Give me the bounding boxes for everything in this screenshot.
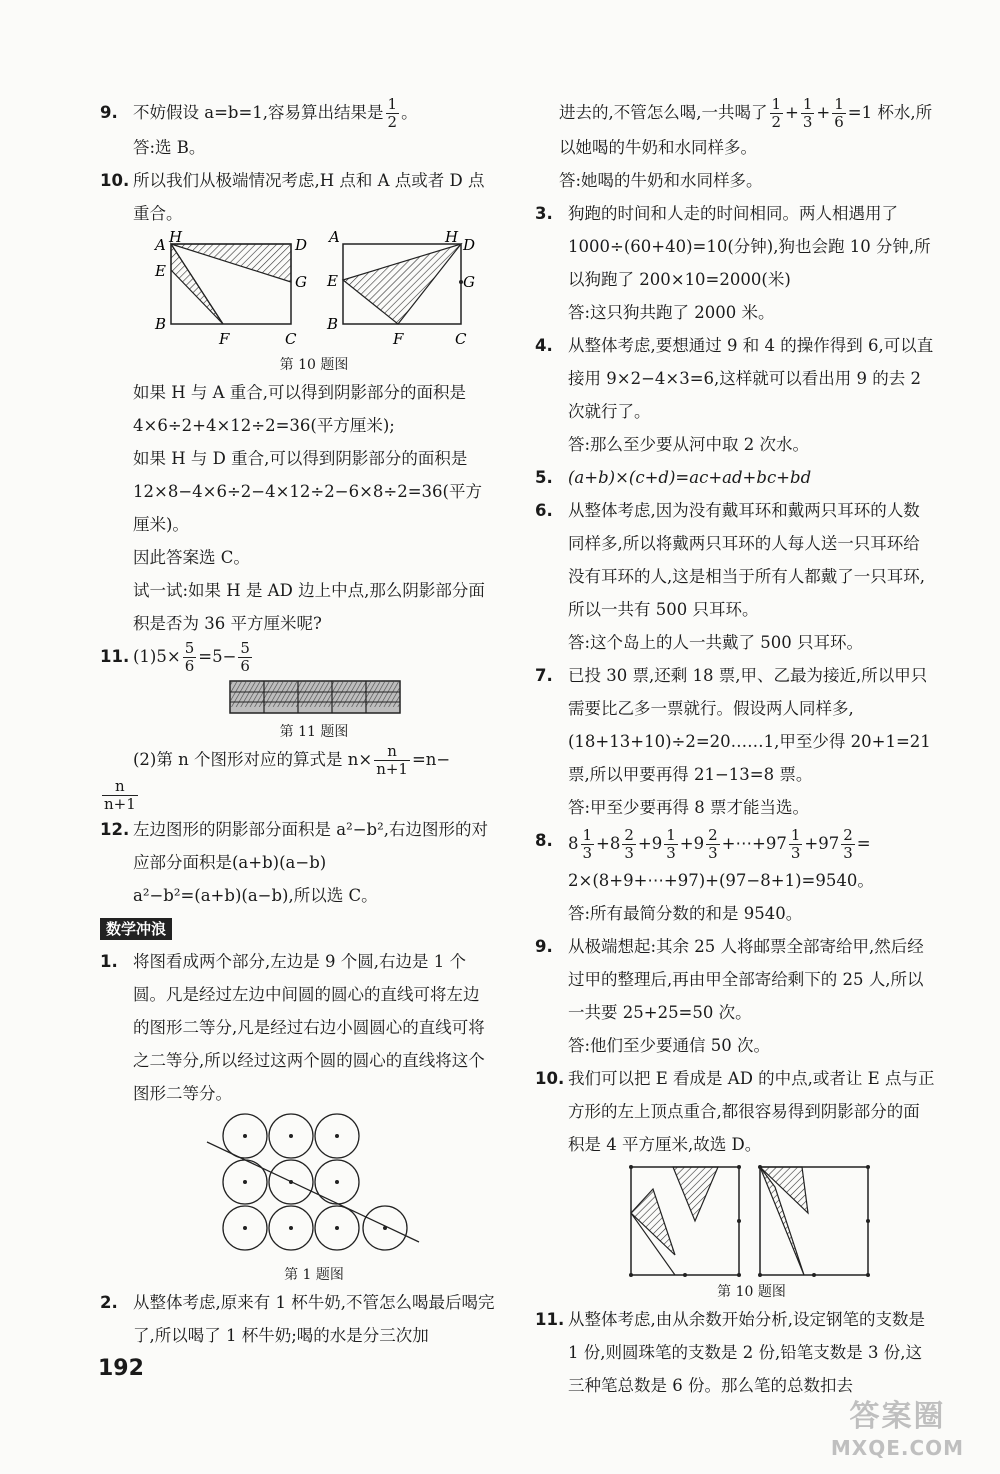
- answer-text: 答:她喝的牛奶和水同样多。: [559, 171, 763, 190]
- surf-answer-3: [535, 197, 935, 329]
- fraction: $\frac{5}{6}$: [184, 639, 195, 675]
- surf-answer-10: [535, 1062, 935, 1303]
- page-number: 192: [98, 1356, 144, 1381]
- label-G: G: [463, 273, 475, 291]
- answer-text: 答:那么至少要从河中取 2 次水。: [568, 435, 810, 454]
- item-text: 如果 H 与 A 重合,可以得到阴影部分的面积是 4×6÷2+4×12÷2=36(平方厘米);: [133, 383, 467, 435]
- label-E: E: [327, 272, 338, 290]
- mixed-number-sum: [568, 824, 935, 864]
- whole-part: 9: [651, 834, 663, 853]
- label-D: D: [463, 236, 476, 254]
- right-column: [535, 96, 935, 1402]
- item-text: a²−b²=(a+b)(a−b),所以选 C。: [133, 886, 378, 905]
- item-text: 从整体考虑,原来有 1 杯牛奶,不管怎么喝最后喝完了,所以喝了 1 杯牛奶;喝的水是分三次加: [133, 1293, 495, 1345]
- section-badge: 数学冲浪: [100, 918, 172, 940]
- figure-caption: 第 10 题图: [279, 357, 349, 373]
- item-text: 从整体考虑,因为没有戴耳环和戴两只耳环的人数同样多,所以将戴两只耳环的人每人送一只耳环给没有耳环的人,这是相当于所有人都戴了一只耳环,所以一共有 500 只耳环。: [568, 501, 925, 619]
- figure-1-circles: [133, 1112, 495, 1262]
- operator: +: [804, 834, 819, 853]
- item-text: 2×(8+9+⋯+97)+(97−8+1)=9540。: [568, 871, 874, 890]
- item-number: 3.: [535, 204, 553, 223]
- label-F: F: [219, 330, 230, 348]
- surf-answer-8: [535, 824, 935, 930]
- answer-10: [100, 164, 495, 640]
- item-number: 1.: [100, 952, 118, 971]
- surf-answer-6: [535, 494, 935, 659]
- item-text: 我们可以把 E 看成是 AD 的中点,或者让 E 点与正方形的左上顶点重合,都很容易得到阴影部分的面积是 4 平方厘米,故选 D。: [568, 1069, 935, 1154]
- fraction: $\frac{1}{6}$: [834, 95, 844, 131]
- answer-11: 11. (1)5× $\frac{5}{6}$ =5− $\frac{5}{6}$ 第 11 题图 (2)第 n 个图形对应的算式是 n× $\frac{n}{n+1}$ =n− $\frac{n}{n+1}$: [100, 640, 495, 813]
- operator: +: [637, 834, 652, 853]
- answer-text: 答:他们至少要通信 50 次。: [568, 1036, 771, 1055]
- whole-part: 9: [693, 834, 705, 853]
- answer-text: 答:选 B。: [133, 138, 206, 157]
- figure-caption: 第 11 题图: [279, 724, 349, 740]
- item-number: 10.: [535, 1069, 565, 1088]
- answer-text: 答:这个岛上的人一共戴了 500 只耳环。: [568, 633, 864, 652]
- item-text: 将图看成两个部分,左边是 9 个圆,右边是 1 个圆。凡是经过左边中间圆的圆心的直线可将左边的图形二等分,凡是经过右边小圆圆心的直线可将之二等分,所以经过这两个圆的圆心的直线将这个图形二等分。: [133, 952, 485, 1103]
- fraction: $\frac{2}{3}$: [708, 826, 718, 862]
- item-text: 狗跑的时间和人走的时间相同。两人相遇用了 1000÷(60+40)=10(分钟),狗也会跑 10 分钟,所以狗跑了 200×10=2000(米): [568, 204, 931, 289]
- surf-answer-11: [535, 1303, 935, 1402]
- figure-caption: 第 1 题图: [284, 1267, 344, 1283]
- answer-9: 9. 不妨假设 a=b=1,容易算出结果是 $\frac{1}{2}$ 。 答:选 B。: [100, 96, 495, 164]
- surf-answer-9: [535, 930, 935, 1062]
- item-number: 11.: [535, 1310, 565, 1329]
- item-number: 8.: [535, 831, 553, 850]
- item-text: 从整体考虑,要想通过 9 和 4 的操作得到 6,可以直接用 9×2−4×3=6,这样就可以看出用 9 的去 2 次就行了。: [568, 336, 934, 421]
- item-text: 左边图形的阴影部分面积是 a²−b²,右边图形的对应部分面积是(a+b)(a−b): [133, 820, 488, 872]
- surf-answer-2: [100, 1286, 495, 1352]
- item-number: 2.: [100, 1293, 118, 1312]
- item-number: 9.: [100, 103, 118, 122]
- operator: +⋯+: [721, 834, 766, 853]
- label-A: A: [329, 228, 340, 246]
- fraction: $\frac{1}{3}$: [802, 95, 813, 131]
- figure-caption: 第 10 题图: [717, 1284, 786, 1300]
- item-number: 5.: [535, 468, 553, 487]
- item-number: 11.: [100, 647, 130, 666]
- fraction: $\frac{1}{3}$: [666, 826, 676, 862]
- figure-11-grid: [133, 677, 495, 719]
- watermark-url: MXQE.COM: [830, 1436, 965, 1460]
- item-text: (a+b)×(c+d)=ac+ad+bc+bd: [568, 468, 812, 487]
- item-number: 10.: [100, 171, 130, 190]
- operator: +: [679, 834, 694, 853]
- figure-10-squares: [568, 1163, 935, 1279]
- item-text: 如果 H 与 D 重合,可以得到阴影部分的面积是 12×8−4×6÷2−4×12÷2−6×8÷2=36(平方厘米)。: [133, 449, 482, 534]
- label-H: H: [445, 228, 459, 246]
- item-number: 6.: [535, 501, 553, 520]
- left-column: [100, 96, 495, 1352]
- surf-answer-5: [535, 461, 935, 494]
- label-G: G: [295, 273, 307, 291]
- item-number: 4.: [535, 336, 553, 355]
- label-C: C: [455, 330, 467, 348]
- answer-12: [100, 813, 495, 912]
- label-B: B: [327, 315, 339, 333]
- label-F: F: [393, 330, 404, 348]
- fraction: $\frac{5}{6}$: [240, 639, 250, 675]
- surf-answer-2-continued: 进去的,不管怎么喝,一共喝了 $\frac{1}{2}$ + $\frac{1}{3}$ + $\frac{1}{6}$ =1 杯水,所以她喝的牛奶和水同样多。 答:她喝的牛奶和水同样多。: [535, 96, 935, 197]
- label-A: A: [155, 236, 166, 254]
- surf-answer-7: [535, 659, 935, 824]
- fraction: $\frac{1}{2}$: [771, 95, 782, 131]
- fraction: $\frac{2}{3}$: [624, 826, 634, 862]
- item-text: 所以我们从极端情况考虑,H 点和 A 点或者 D 点重合。: [133, 171, 485, 223]
- answer-text: 答:甲至少要再得 8 票才能当选。: [568, 798, 810, 817]
- item-text: 已投 30 票,还剩 18 票,甲、乙最为接近,所以甲只需要比乙多一票就行。假设两人同样多,(18+13+10)÷2=20……1,甲至少得 20+1=21 票,所以甲要再得 21−13=8 票。: [568, 666, 931, 784]
- watermark-text: 答案圈: [849, 1399, 946, 1434]
- whole-part: 8: [609, 834, 621, 853]
- answer-text: 答:这只狗共跑了 2000 米。: [568, 303, 775, 322]
- fraction: $\frac{1}{3}$: [790, 826, 801, 862]
- fraction: $\frac{n}{n+1}$: [376, 742, 408, 778]
- item-text: 从整体考虑,由从余数开始分析,设定钢笔的支数是 1 份,则圆珠笔的支数是 2 份,铅笔支数是 3 份,这三种笔总数是 6 份。那么笔的总数扣去: [568, 1310, 925, 1395]
- operator: =: [856, 834, 871, 853]
- item-text: 因此答案选 C。: [133, 548, 250, 567]
- item-number: 7.: [535, 666, 553, 685]
- whole-part: 97: [765, 834, 787, 853]
- fraction: $\frac{n}{n+1}$: [104, 777, 136, 813]
- surf-answer-4: [535, 329, 935, 461]
- label-D: D: [295, 236, 308, 254]
- watermark-logo: [810, 1398, 985, 1468]
- item-text: 从极端想起:其余 25 人将邮票全部寄给甲,然后经过甲的整理后,再由甲全部寄给剩下的 25 人,所以一共要 25+25=50 次。: [568, 937, 924, 1022]
- fraction: $\frac{2}{3}$: [843, 826, 853, 862]
- label-E: E: [155, 262, 166, 280]
- answer-text: 答:所有最简分数的和是 9540。: [568, 904, 803, 923]
- whole-part: 8: [568, 834, 579, 853]
- whole-part: 97: [818, 834, 840, 853]
- surf-answer-1: [100, 945, 495, 1286]
- item-number: 12.: [100, 820, 130, 839]
- item-number: 9.: [535, 937, 553, 956]
- label-B: B: [155, 315, 167, 333]
- label-C: C: [285, 330, 297, 348]
- shaded-triangle-right: [343, 244, 461, 324]
- figure-10-rectangles: [133, 228, 476, 352]
- item-text: 不妨假设 a=b=1,容易算出结果是: [133, 103, 384, 122]
- item-text: 试一试:如果 H 是 AD 边上中点,那么阴影部分面积是否为 36 平方厘米呢?: [133, 581, 485, 633]
- label-H: H: [169, 228, 183, 246]
- operator: +: [596, 834, 610, 853]
- fraction: $\frac{1}{2}$: [387, 95, 398, 131]
- fraction: $\frac{1}{3}$: [582, 826, 593, 862]
